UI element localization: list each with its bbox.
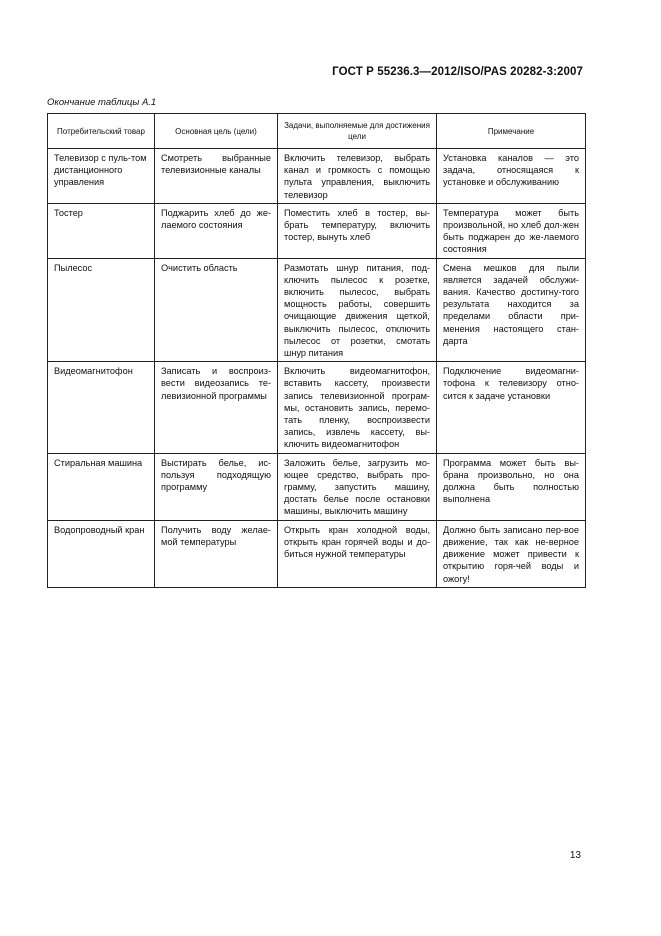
column-header-tasks: Задачи, выполняемые для достижения цели	[278, 114, 437, 149]
goal-cell: Записать и воспроиз-вести видеозапись те-левизионной программы	[155, 362, 278, 453]
tasks-cell: Заложить белье, загрузить мо-ющее средство, выбрать про-грамму, запустить машину, достать белье после остановки машины, выключить машину	[278, 453, 437, 520]
page-number: 13	[569, 850, 581, 861]
tasks-cell: Открыть кран холодной воды, открыть кран горячей воды и до-биться нужной температуры	[278, 520, 437, 587]
product-cell: Стиральная машина	[48, 453, 155, 520]
consumer-products-table	[47, 113, 586, 588]
table-row	[48, 149, 586, 204]
product-cell: Видеомагнитофон	[48, 362, 155, 453]
product-cell: Водопроводный кран	[48, 520, 155, 587]
table-row	[48, 453, 586, 520]
note-cell: Подключение видеомагни-тофона к телевизору отно-сится к задаче установки	[437, 362, 586, 453]
tasks-cell: Включить видеомагнитофон, вставить кассету, произвести запись телевизионной програм-мы, остановить запись, перемо-тать пленку, воспроизвести запись, извлечь кассету, вы-ключить видеомагнитофон	[278, 362, 437, 453]
table-caption: Окончание таблицы А.1	[47, 97, 157, 108]
tasks-cell: Поместить хлеб в тостер, вы-брать температуру, включить тостер, вынуть хлеб	[278, 203, 437, 258]
goal-cell: Очистить область	[155, 258, 278, 362]
goal-cell: Поджарить хлеб до же-лаемого состояния	[155, 203, 278, 258]
note-cell: Должно быть записано пер-вое движение, так как не-верное движение может привести к открытию горя-чей воды и ожогу!	[437, 520, 586, 587]
tasks-cell: Включить телевизор, выбрать канал и громкость с помощью пульта управления, выключить телевизор	[278, 149, 437, 204]
table-row	[48, 362, 586, 453]
product-cell: Пылесос	[48, 258, 155, 362]
table-row	[48, 520, 586, 587]
note-cell: Программа может быть вы-брана произвольно, но она должна быть полностью выполнена	[437, 453, 586, 520]
note-cell: Установка каналов — это задача, относящаяся к установке и обслуживанию	[437, 149, 586, 204]
note-cell: Смена мешков для пыли является задачей обслужи-вания. Качество достигну-того результата находится за пределами области при-менения настоящего стан-дарта	[437, 258, 586, 362]
product-cell: Тостер	[48, 203, 155, 258]
goal-cell: Выстирать белье, ис-пользуя подходящую программу	[155, 453, 278, 520]
column-header-goal: Основная цель (цели)	[155, 114, 278, 149]
document-header: ГОСТ Р 55236.3—2012/ISO/PAS 20282-3:2007	[332, 66, 583, 78]
goal-cell: Смотреть выбранные телевизионные каналы	[155, 149, 278, 204]
column-header-note: Примечание	[437, 114, 586, 149]
table-row	[48, 203, 586, 258]
product-cell: Телевизор с пуль-том дистанционного управления	[48, 149, 155, 204]
table-header	[48, 114, 586, 149]
column-header-product: Потребительский товар	[48, 114, 155, 149]
tasks-cell: Размотать шнур питания, под-ключить пылесос к розетке, включить пылесос, выбрать мощность работы, совершить очищающие движения щеткой, выключить пылесос, отключить пылесос от розетки, смотать шнур питания	[278, 258, 437, 362]
goal-cell: Получить воду желае-мой температуры	[155, 520, 278, 587]
table-row	[48, 258, 586, 362]
note-cell: Температура может быть произвольной, но хлеб дол-жен быть поджарен до же-лаемого состояния	[437, 203, 586, 258]
